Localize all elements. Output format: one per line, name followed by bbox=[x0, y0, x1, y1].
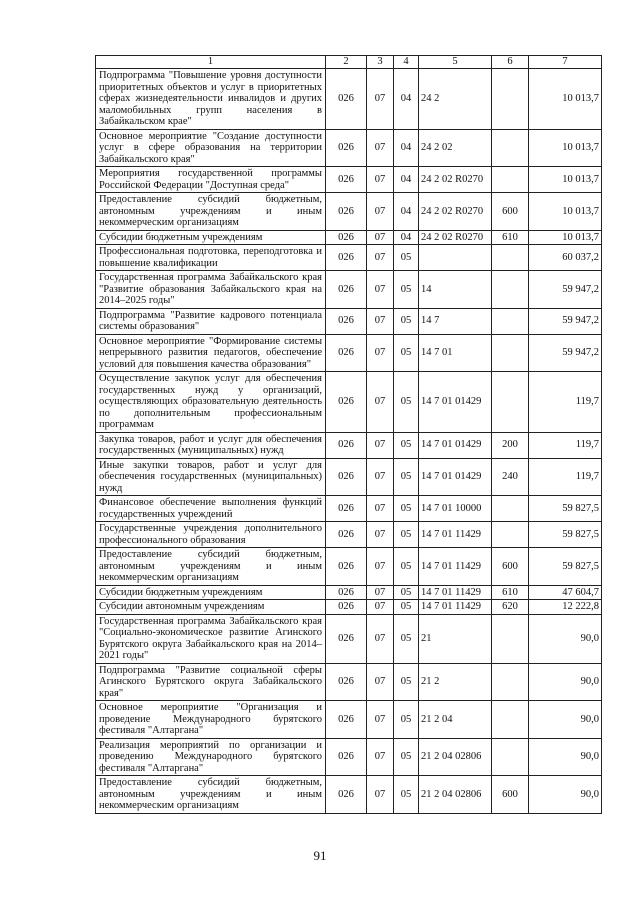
amount-cell: 47 604,7 bbox=[529, 585, 602, 600]
amount-cell: 10 013,7 bbox=[529, 69, 602, 130]
ministry-code-cell: 026 bbox=[326, 776, 367, 814]
target-article-cell: 21 2 bbox=[419, 663, 492, 701]
ministry-code-cell: 026 bbox=[326, 308, 367, 334]
amount-cell: 59 827,5 bbox=[529, 496, 602, 522]
ministry-code-cell: 026 bbox=[326, 271, 367, 309]
target-article-cell bbox=[419, 245, 492, 271]
target-article-cell: 24 2 bbox=[419, 69, 492, 130]
amount-cell: 119,7 bbox=[529, 432, 602, 458]
table-row bbox=[96, 129, 602, 167]
table-row bbox=[96, 245, 602, 271]
row-name-cell: Основное мероприятие "Создание доступности услуг в сфере образования на территории Забайкальского края" bbox=[96, 129, 326, 167]
target-article-cell: 14 bbox=[419, 271, 492, 309]
section-code-cell: 07 bbox=[367, 663, 394, 701]
section-code-cell: 07 bbox=[367, 372, 394, 433]
subsection-code-cell: 05 bbox=[394, 245, 419, 271]
target-article-cell: 21 2 04 bbox=[419, 701, 492, 739]
expense-type-cell bbox=[492, 496, 529, 522]
subsection-code-cell: 04 bbox=[394, 129, 419, 167]
subsection-code-cell: 04 bbox=[394, 167, 419, 193]
expense-type-cell bbox=[492, 334, 529, 372]
table-row bbox=[96, 614, 602, 663]
ministry-code-cell: 026 bbox=[326, 129, 367, 167]
subsection-code-cell: 05 bbox=[394, 738, 419, 776]
row-name-cell: Реализация мероприятий по организации и проведению Международного бурятского фестиваля "Алтаргана" bbox=[96, 738, 326, 776]
row-name-cell: Иные закупки товаров, работ и услуг для обеспечения государственных (муниципальных) нужд bbox=[96, 458, 326, 496]
expense-type-cell: 240 bbox=[492, 458, 529, 496]
row-name-cell: Подпрограмма "Развитие социальной сферы Агинского Бурятского округа Забайкальского края" bbox=[96, 663, 326, 701]
table-row bbox=[96, 334, 602, 372]
table-row bbox=[96, 308, 602, 334]
row-name-cell: Государственные учреждения дополнительного профессионального образования bbox=[96, 522, 326, 548]
amount-cell: 10 013,7 bbox=[529, 167, 602, 193]
column-header-6: 6 bbox=[492, 56, 529, 69]
subsection-code-cell: 04 bbox=[394, 230, 419, 245]
row-name-cell: Профессиональная подготовка, переподготовка и повышение квалификации bbox=[96, 245, 326, 271]
row-name-cell: Основное мероприятие "Формирование системы непрерывного развития педагогов, обеспечение условий для повышения качества образования" bbox=[96, 334, 326, 372]
table-row bbox=[96, 522, 602, 548]
amount-cell: 90,0 bbox=[529, 738, 602, 776]
subsection-code-cell: 05 bbox=[394, 334, 419, 372]
expense-type-cell: 610 bbox=[492, 585, 529, 600]
target-article-cell: 14 7 01 01429 bbox=[419, 458, 492, 496]
amount-cell: 12 222,8 bbox=[529, 600, 602, 615]
subsection-code-cell: 05 bbox=[394, 663, 419, 701]
section-code-cell: 07 bbox=[367, 129, 394, 167]
budget-table-sheet bbox=[95, 55, 601, 814]
expense-type-cell bbox=[492, 701, 529, 739]
subsection-code-cell: 04 bbox=[394, 193, 419, 231]
target-article-cell: 24 2 02 R0270 bbox=[419, 193, 492, 231]
budget-table bbox=[95, 55, 602, 814]
target-article-cell: 14 7 01 11429 bbox=[419, 600, 492, 615]
ministry-code-cell: 026 bbox=[326, 585, 367, 600]
subsection-code-cell: 05 bbox=[394, 271, 419, 309]
target-article-cell: 14 7 01 11429 bbox=[419, 548, 492, 586]
table-row bbox=[96, 776, 602, 814]
subsection-code-cell: 05 bbox=[394, 522, 419, 548]
subsection-code-cell: 04 bbox=[394, 69, 419, 130]
row-name-cell: Предоставление субсидий бюджетным, автономным учреждениям и иным некоммерческим организациям bbox=[96, 193, 326, 231]
expense-type-cell bbox=[492, 522, 529, 548]
subsection-code-cell: 05 bbox=[394, 372, 419, 433]
target-article-cell: 24 2 02 bbox=[419, 129, 492, 167]
section-code-cell: 07 bbox=[367, 245, 394, 271]
amount-cell: 10 013,7 bbox=[529, 193, 602, 231]
row-name-cell: Мероприятия государственной программы Российской Федерации "Доступная среда" bbox=[96, 167, 326, 193]
ministry-code-cell: 026 bbox=[326, 600, 367, 615]
table-row bbox=[96, 496, 602, 522]
table-header-row bbox=[96, 56, 602, 69]
expense-type-cell bbox=[492, 167, 529, 193]
page-number: 91 bbox=[313, 848, 327, 863]
table-row bbox=[96, 600, 602, 615]
target-article-cell: 14 7 01 01429 bbox=[419, 372, 492, 433]
ministry-code-cell: 026 bbox=[326, 663, 367, 701]
section-code-cell: 07 bbox=[367, 614, 394, 663]
target-article-cell: 14 7 01 bbox=[419, 334, 492, 372]
table-row bbox=[96, 167, 602, 193]
ministry-code-cell: 026 bbox=[326, 334, 367, 372]
amount-cell: 59 827,5 bbox=[529, 548, 602, 586]
row-name-cell: Осуществление закупок услуг для обеспечения государственных нужд у организаций, осуществляющих образовательную деятельность по дополнительным профессиональным программам bbox=[96, 372, 326, 433]
section-code-cell: 07 bbox=[367, 271, 394, 309]
section-code-cell: 07 bbox=[367, 701, 394, 739]
amount-cell: 119,7 bbox=[529, 372, 602, 433]
section-code-cell: 07 bbox=[367, 167, 394, 193]
target-article-cell: 24 2 02 R0270 bbox=[419, 167, 492, 193]
row-name-cell: Предоставление субсидий бюджетным, автономным учреждениям и иным некоммерческим организациям bbox=[96, 548, 326, 586]
target-article-cell: 14 7 01 10000 bbox=[419, 496, 492, 522]
row-name-cell: Субсидии автономным учреждениям bbox=[96, 600, 326, 615]
amount-cell: 10 013,7 bbox=[529, 129, 602, 167]
ministry-code-cell: 026 bbox=[326, 167, 367, 193]
table-row bbox=[96, 372, 602, 433]
subsection-code-cell: 05 bbox=[394, 548, 419, 586]
section-code-cell: 07 bbox=[367, 496, 394, 522]
row-name-cell: Подпрограмма "Повышение уровня доступности приоритетных объектов и услуг в приоритетных сферах жизнедеятельности инвалидов и других маломобильных групп населения в Забайкальском крае" bbox=[96, 69, 326, 130]
subsection-code-cell: 05 bbox=[394, 308, 419, 334]
row-name-cell: Субсидии бюджетным учреждениям bbox=[96, 230, 326, 245]
expense-type-cell bbox=[492, 372, 529, 433]
amount-cell: 90,0 bbox=[529, 701, 602, 739]
ministry-code-cell: 026 bbox=[326, 193, 367, 231]
amount-cell: 59 947,2 bbox=[529, 308, 602, 334]
target-article-cell: 21 2 04 02806 bbox=[419, 738, 492, 776]
column-header-5: 5 bbox=[419, 56, 492, 69]
ministry-code-cell: 026 bbox=[326, 496, 367, 522]
target-article-cell: 14 7 01 11429 bbox=[419, 585, 492, 600]
expense-type-cell bbox=[492, 614, 529, 663]
amount-cell: 119,7 bbox=[529, 458, 602, 496]
table-row bbox=[96, 663, 602, 701]
expense-type-cell bbox=[492, 738, 529, 776]
ministry-code-cell: 026 bbox=[326, 701, 367, 739]
ministry-code-cell: 026 bbox=[326, 738, 367, 776]
table-row bbox=[96, 701, 602, 739]
ministry-code-cell: 026 bbox=[326, 245, 367, 271]
section-code-cell: 07 bbox=[367, 600, 394, 615]
ministry-code-cell: 026 bbox=[326, 614, 367, 663]
subsection-code-cell: 05 bbox=[394, 600, 419, 615]
ministry-code-cell: 026 bbox=[326, 458, 367, 496]
table-row bbox=[96, 458, 602, 496]
section-code-cell: 07 bbox=[367, 334, 394, 372]
section-code-cell: 07 bbox=[367, 585, 394, 600]
expense-type-cell bbox=[492, 663, 529, 701]
row-name-cell: Основное мероприятие "Организация и проведение Международного бурятского фестиваля "Алтаргана" bbox=[96, 701, 326, 739]
section-code-cell: 07 bbox=[367, 230, 394, 245]
column-header-1: 1 bbox=[96, 56, 326, 69]
amount-cell: 10 013,7 bbox=[529, 230, 602, 245]
ministry-code-cell: 026 bbox=[326, 372, 367, 433]
row-name-cell: Предоставление субсидий бюджетным, автономным учреждениям и иным некоммерческим организациям bbox=[96, 776, 326, 814]
target-article-cell: 21 bbox=[419, 614, 492, 663]
target-article-cell: 14 7 bbox=[419, 308, 492, 334]
column-header-7: 7 bbox=[529, 56, 602, 69]
row-name-cell: Закупка товаров, работ и услуг для обеспечения государственных (муниципальных) нужд bbox=[96, 432, 326, 458]
section-code-cell: 07 bbox=[367, 548, 394, 586]
target-article-cell: 24 2 02 R0270 bbox=[419, 230, 492, 245]
amount-cell: 59 827,5 bbox=[529, 522, 602, 548]
row-name-cell: Государственная программа Забайкальского края "Развитие образования Забайкальского края на 2014–2025 годы" bbox=[96, 271, 326, 309]
target-article-cell: 14 7 01 11429 bbox=[419, 522, 492, 548]
table-row bbox=[96, 548, 602, 586]
subsection-code-cell: 05 bbox=[394, 701, 419, 739]
amount-cell: 90,0 bbox=[529, 663, 602, 701]
row-name-cell: Субсидии бюджетным учреждениям bbox=[96, 585, 326, 600]
ministry-code-cell: 026 bbox=[326, 548, 367, 586]
expense-type-cell bbox=[492, 129, 529, 167]
table-row bbox=[96, 585, 602, 600]
expense-type-cell bbox=[492, 245, 529, 271]
subsection-code-cell: 05 bbox=[394, 585, 419, 600]
amount-cell: 90,0 bbox=[529, 776, 602, 814]
row-name-cell: Государственная программа Забайкальского края "Социально-экономическое развитие Агинского Бурятского округа Забайкальского края на 2014–2021 годы" bbox=[96, 614, 326, 663]
subsection-code-cell: 05 bbox=[394, 496, 419, 522]
amount-cell: 60 037,2 bbox=[529, 245, 602, 271]
ministry-code-cell: 026 bbox=[326, 69, 367, 130]
table-row bbox=[96, 230, 602, 245]
section-code-cell: 07 bbox=[367, 522, 394, 548]
expense-type-cell: 600 bbox=[492, 548, 529, 586]
section-code-cell: 07 bbox=[367, 193, 394, 231]
table-row bbox=[96, 193, 602, 231]
expense-type-cell: 620 bbox=[492, 600, 529, 615]
table-row bbox=[96, 271, 602, 309]
expense-type-cell: 600 bbox=[492, 776, 529, 814]
ministry-code-cell: 026 bbox=[326, 432, 367, 458]
section-code-cell: 07 bbox=[367, 308, 394, 334]
row-name-cell: Финансовое обеспечение выполнения функций государственных учреждений bbox=[96, 496, 326, 522]
section-code-cell: 07 bbox=[367, 776, 394, 814]
ministry-code-cell: 026 bbox=[326, 230, 367, 245]
amount-cell: 59 947,2 bbox=[529, 271, 602, 309]
table-row bbox=[96, 738, 602, 776]
expense-type-cell: 200 bbox=[492, 432, 529, 458]
expense-type-cell bbox=[492, 308, 529, 334]
subsection-code-cell: 05 bbox=[394, 432, 419, 458]
amount-cell: 90,0 bbox=[529, 614, 602, 663]
section-code-cell: 07 bbox=[367, 432, 394, 458]
expense-type-cell: 610 bbox=[492, 230, 529, 245]
column-header-3: 3 bbox=[367, 56, 394, 69]
column-header-2: 2 bbox=[326, 56, 367, 69]
table-body bbox=[96, 69, 602, 814]
expense-type-cell bbox=[492, 271, 529, 309]
target-article-cell: 14 7 01 01429 bbox=[419, 432, 492, 458]
subsection-code-cell: 05 bbox=[394, 776, 419, 814]
table-row bbox=[96, 432, 602, 458]
subsection-code-cell: 05 bbox=[394, 614, 419, 663]
row-name-cell: Подпрограмма "Развитие кадрового потенциала системы образования" bbox=[96, 308, 326, 334]
column-header-4: 4 bbox=[394, 56, 419, 69]
table-row bbox=[96, 69, 602, 130]
target-article-cell: 21 2 04 02806 bbox=[419, 776, 492, 814]
section-code-cell: 07 bbox=[367, 69, 394, 130]
subsection-code-cell: 05 bbox=[394, 458, 419, 496]
ministry-code-cell: 026 bbox=[326, 522, 367, 548]
section-code-cell: 07 bbox=[367, 458, 394, 496]
amount-cell: 59 947,2 bbox=[529, 334, 602, 372]
section-code-cell: 07 bbox=[367, 738, 394, 776]
expense-type-cell bbox=[492, 69, 529, 130]
expense-type-cell: 600 bbox=[492, 193, 529, 231]
